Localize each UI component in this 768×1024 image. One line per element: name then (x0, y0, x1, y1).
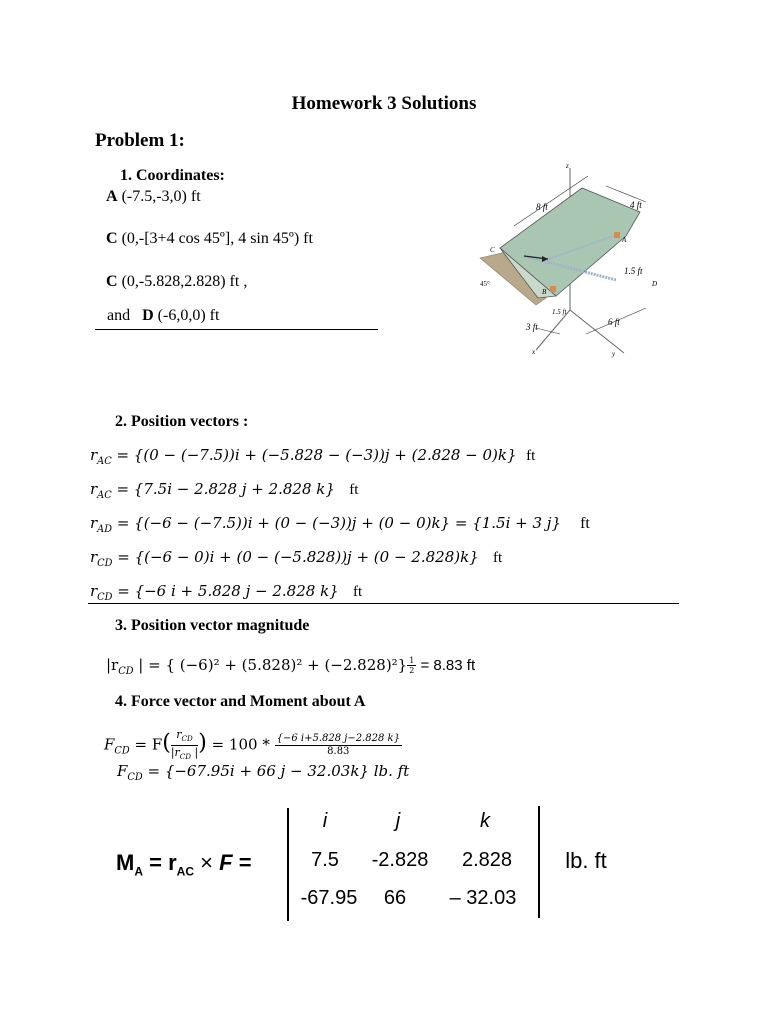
bracket-a (614, 232, 620, 238)
determinant-left-bar (287, 808, 289, 921)
point-b-label: B (542, 288, 547, 296)
force-result-symbol: F (117, 762, 128, 780)
r-cd-result-unit: ft (353, 584, 363, 600)
r-ac-expansion (90, 446, 535, 467)
magnitude-expr: | = { (−6)² + (5.828)² + (−2.828)²} (133, 656, 408, 674)
det-r-y: -2.828 (371, 849, 429, 871)
force-result-expr: = {−67.95i + 66 j − 32.03k} lb. ft (147, 762, 410, 780)
r-ac-symbol: r (90, 446, 98, 464)
ramp-figure (476, 160, 676, 360)
magnitude-exp-num: 1 (409, 656, 415, 665)
det-r-z: 2.828 (461, 849, 513, 871)
moment-equals-2: = (238, 850, 252, 875)
coord-c-num-label: C (106, 273, 118, 290)
r-cd-result-subscript: CD (97, 592, 113, 603)
force-symbol: F (104, 735, 115, 754)
r-ac-unit: ft (526, 448, 536, 464)
coord-d-value: (-6,0,0) ft (157, 307, 220, 324)
coord-and: and (107, 307, 131, 324)
det-header-j: j (395, 810, 401, 832)
det-f-z: – 32.03 (449, 887, 517, 909)
moment-cross: × (200, 850, 213, 875)
moment-unit: lb. ft (565, 848, 607, 873)
force-fraction-num: {−6 i+5.828 j−2.828 k} (276, 733, 400, 745)
magnitude-open: |r (106, 656, 119, 674)
force-times-100: = 100 * (211, 735, 270, 754)
unit-vector-num-sub: CD (181, 734, 193, 744)
force-moment-heading: 4. Force vector and Moment about A (115, 693, 366, 710)
force-equals-f: = F (134, 735, 163, 754)
dim-4ft-label: 4 ft (630, 200, 642, 210)
unit-vector-den: |r (170, 746, 180, 760)
point-c-label: C (490, 246, 495, 254)
moment-m-symbol: M (116, 850, 135, 875)
r-cd-unit: ft (493, 550, 503, 566)
r-cd-result-symbol: r (90, 582, 98, 600)
coord-c-expr-label: C (106, 230, 118, 247)
force-vector-formula: $F_{CD} = F$( $\frac{r_{CD}}{|r_{CD} |}$ ) = 100 * $\frac{\{-6 i+5.828 j-2.828 k\}}{8.83}$ (104, 728, 400, 762)
unit-vector-fraction (171, 728, 198, 763)
det-f-y: 66 (383, 887, 407, 909)
unit-vector-den-sub: CD (179, 752, 191, 762)
divider-1 (95, 329, 378, 330)
dim-line-3ft (536, 328, 560, 334)
dim-6ft-label: 6 ft (608, 317, 620, 327)
force-fraction (275, 733, 402, 758)
r-ad-expr: = {(−6 − (−7.5))i + (0 − (−3))j + (0 − 0)k} = {1.5i + 3 j} (116, 514, 562, 532)
moment-equation (116, 850, 252, 878)
magnitude-result: = 8.83 ft (416, 657, 476, 674)
angle-label: 45° (480, 280, 490, 288)
moment-r-subscript: AC (176, 864, 195, 879)
r-cd-symbol: r (90, 548, 98, 566)
coord-c-expr (106, 230, 313, 248)
dim-3ft-label: 3 ft (526, 322, 538, 332)
magnitude-line (106, 656, 475, 677)
det-header-i: i (322, 810, 328, 832)
coord-d (107, 307, 219, 325)
unit-vector-den-end: | (191, 746, 199, 760)
force-result-subscript: CD (127, 772, 143, 783)
force-vector-result (117, 762, 409, 783)
dim-15ft-lower-label: 1.5 ft (552, 308, 567, 316)
coord-c-num-value: (0,-5.828,2.828) ft , (121, 273, 248, 290)
r-ac-result-unit: ft (349, 482, 359, 498)
r-ac-result (90, 480, 358, 501)
r-ac-result-symbol: r (90, 480, 98, 498)
r-ac-result-expr: = {7.5i − 2.828 j + 2.828 k} (116, 480, 335, 498)
det-header-k: k (480, 810, 490, 832)
x-axis (536, 310, 570, 350)
point-a-label: A (622, 236, 627, 244)
z-axis-label: z (566, 162, 569, 170)
force-fraction-den: 8.83 (327, 746, 350, 758)
det-f-x: -67.95 (300, 887, 358, 909)
r-ad-unit: ft (580, 515, 590, 532)
moment-equals-1: = (149, 850, 162, 875)
coord-c-expr-value: (0,-[3+4 cos 45º], 4 sin 45º) ft (121, 230, 313, 247)
problem-heading: Problem 1: (95, 130, 185, 151)
coordinates-heading: 1. Coordinates: (120, 167, 225, 184)
divider-2 (88, 603, 679, 604)
y-axis-label: y (612, 350, 616, 358)
coord-d-label: D (142, 307, 154, 324)
dim-8ft-label: 8 ft (536, 202, 548, 212)
position-vectors-heading: 2. Position vectors : (115, 413, 249, 430)
magnitude-heading: 3. Position vector magnitude (115, 617, 310, 634)
magnitude-exponent (407, 656, 416, 675)
point-d-label: D (652, 280, 658, 288)
r-ad-symbol: r (90, 514, 98, 532)
r-cd-result-expr: = {−6 i + 5.828 j − 2.828 k} (117, 582, 339, 600)
r-cd-subscript: CD (97, 558, 113, 569)
dim-15ft-upper-label: 1.5 ft (624, 266, 643, 276)
r-cd-result (90, 582, 362, 603)
r-ac-result-subscript: AC (97, 490, 112, 501)
r-ac-expr: = {(0 − (−7.5))i + (−5.828 − (−3))j + (2.828 − 0)k} (116, 446, 517, 464)
r-ad-subscript: AD (97, 524, 113, 535)
coord-a-label: A (106, 188, 118, 205)
moment-r-symbol: r (168, 850, 177, 875)
r-ad-line (90, 514, 590, 535)
det-r-x: 7.5 (311, 849, 339, 871)
coord-c-num (106, 273, 247, 291)
bracket-b (550, 286, 556, 292)
unit-vector-num: r (176, 728, 182, 741)
determinant-right-bar (538, 806, 540, 918)
coord-a-value: (-7.5,-3,0) ft (121, 188, 201, 205)
magnitude-subscript: CD (118, 666, 134, 677)
magnitude-exp-den: 2 (409, 666, 415, 675)
page-title: Homework 3 Solutions (291, 93, 477, 114)
moment-m-subscript: A (134, 864, 143, 879)
r-cd-expr: = {(−6 − 0)i + (0 − (−5.828))j + (0 − 2.828)k} (117, 548, 479, 566)
r-ac-subscript: AC (97, 456, 112, 467)
force-subscript: CD (114, 745, 130, 757)
r-cd-expansion (90, 548, 502, 569)
x-axis-label: x (532, 348, 536, 356)
coord-a (106, 188, 201, 206)
moment-f-symbol: F (219, 850, 233, 875)
